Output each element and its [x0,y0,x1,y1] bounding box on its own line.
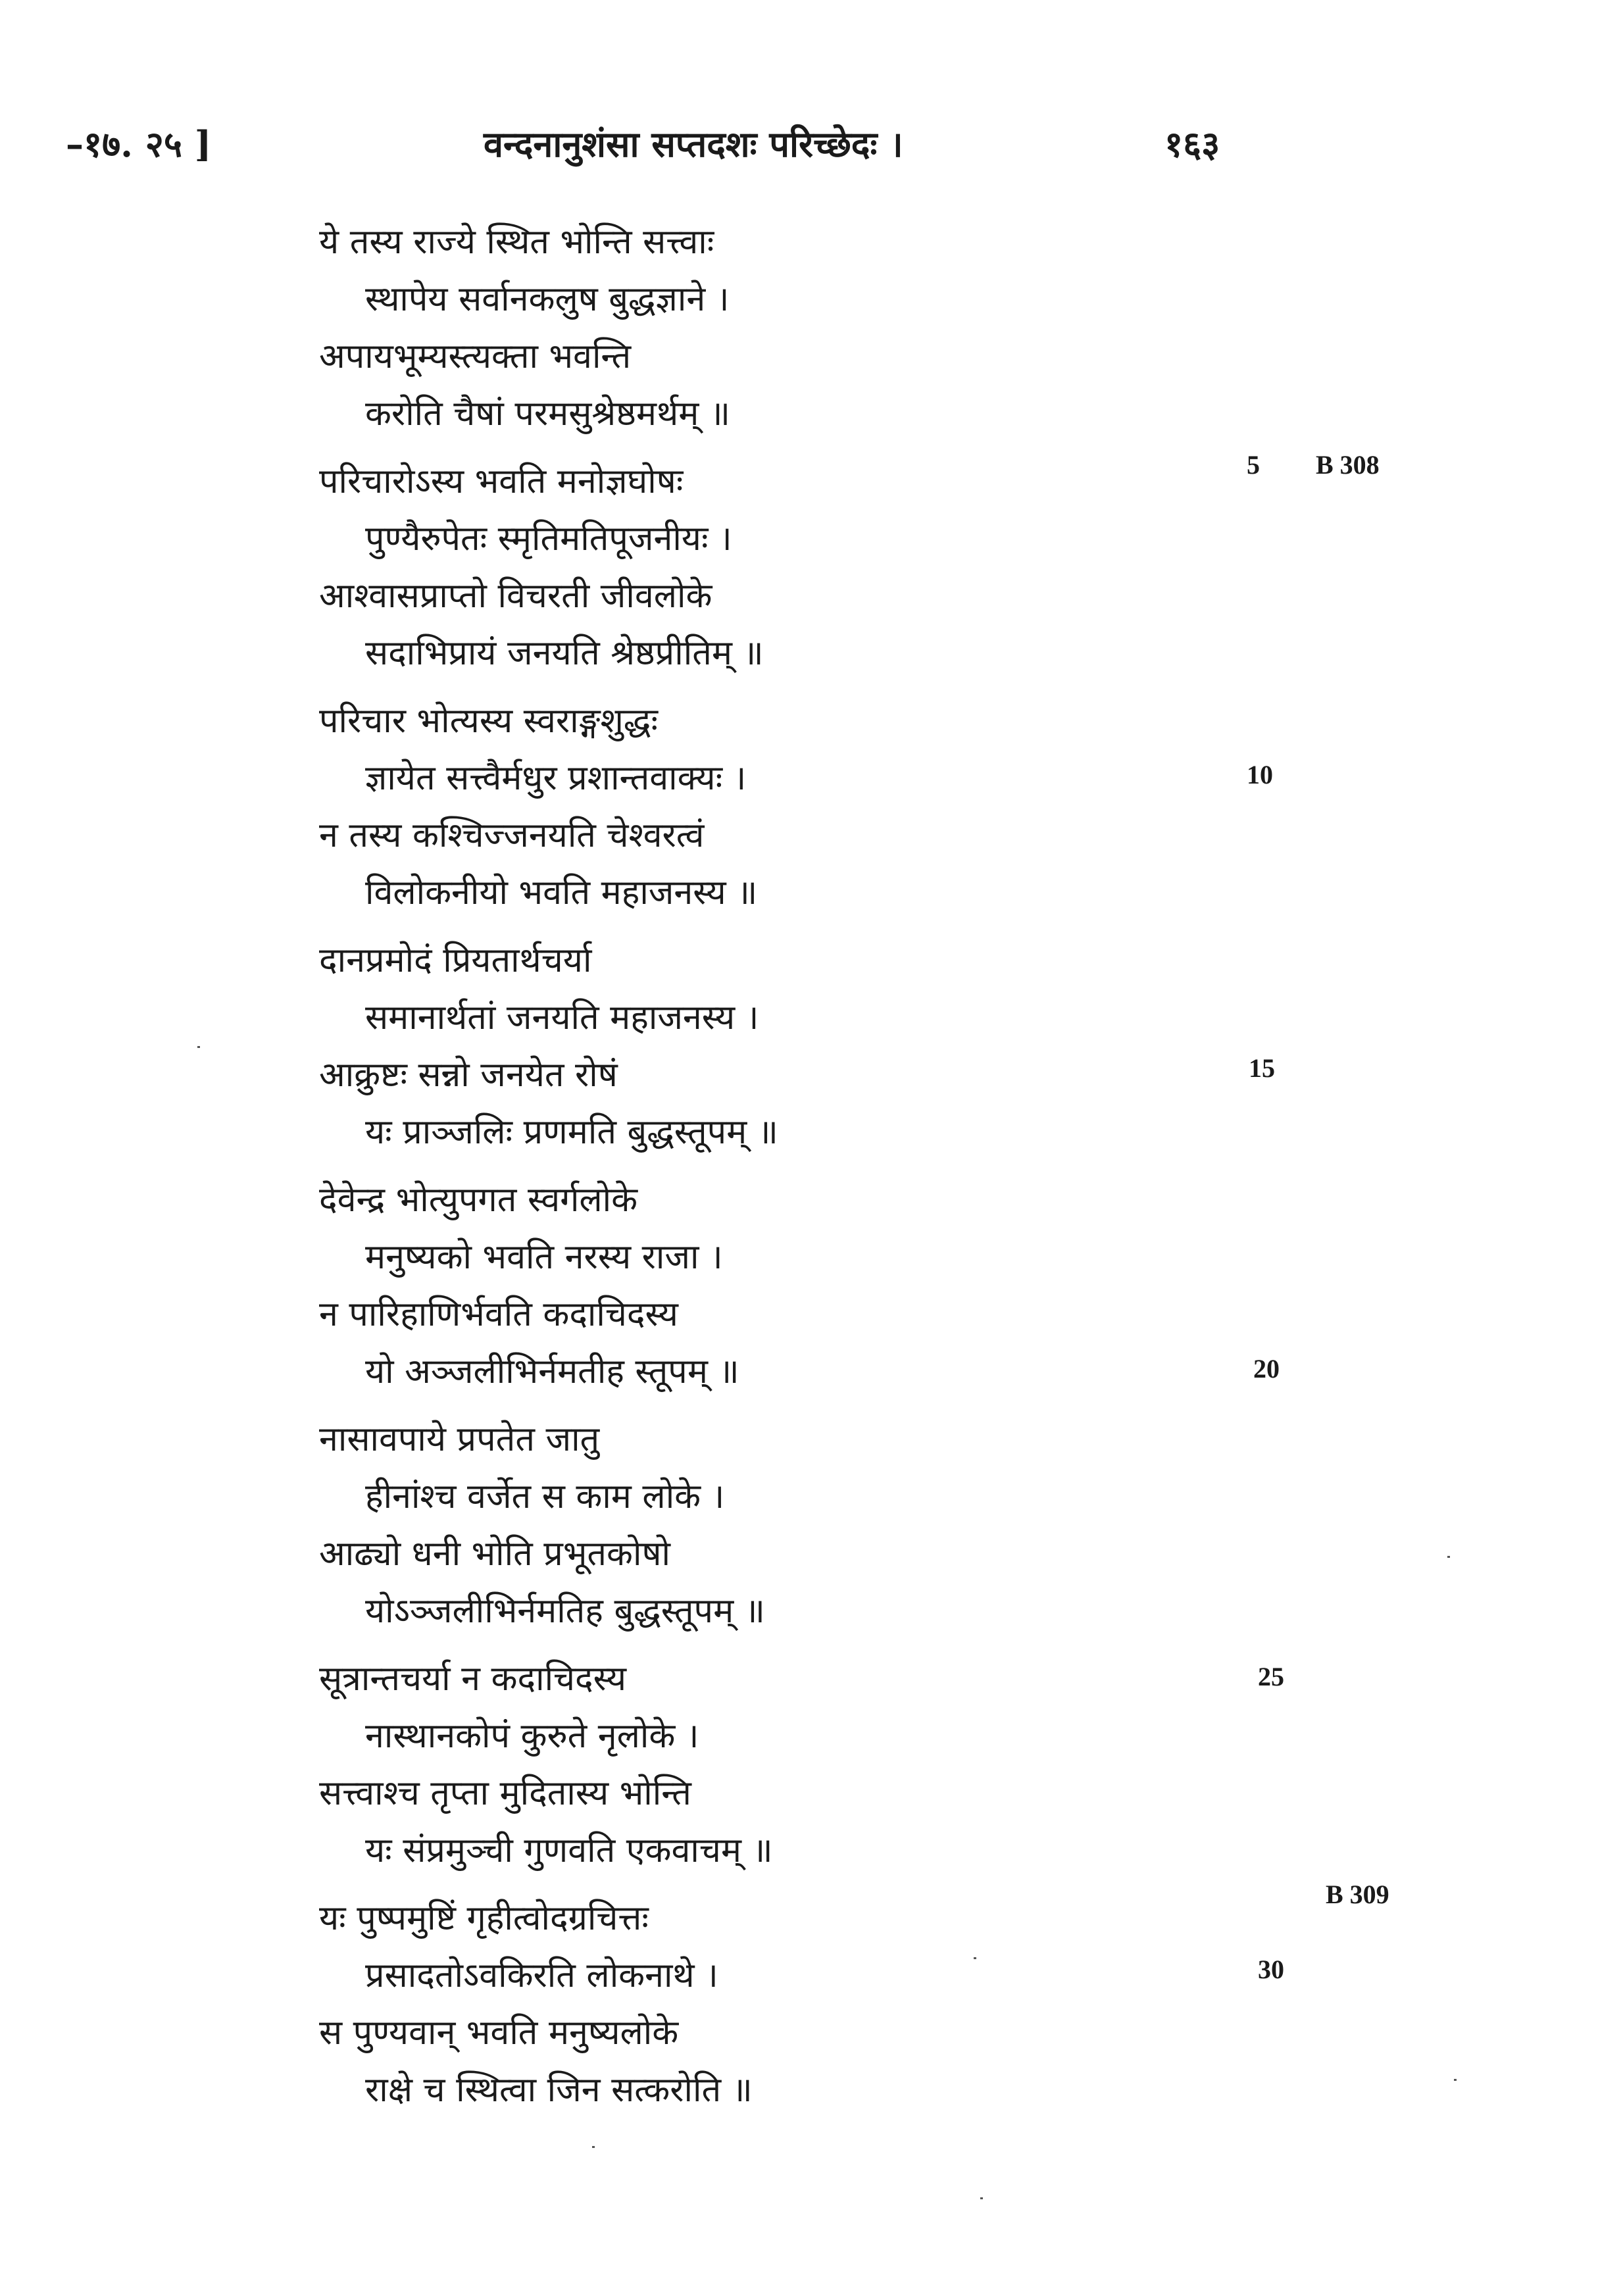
line-number: 25 [1258,1662,1284,1691]
margin-reference: B 308 [1316,450,1380,480]
verse-line: न तस्य कश्चिज्जनयति चेश्वरत्वं [319,816,705,855]
page-title: वन्दनानुशंसा सप्तदशः परिच्छेदः । [484,123,903,165]
scan-speck [980,2197,983,2199]
verse-line-indented: ज्ञायेत सत्त्वैर्मधुर प्रशान्तवाक्यः । [365,759,747,798]
verse-line: यः पुष्पमुष्टिं गृहीत्वोदग्रचित्तः [319,1899,649,1938]
verse-line: परिचारोऽस्य भवति मनोज्ञघोषः [319,462,684,501]
verse-line-indented: नास्थानकोपं कुरुते नृलोके । [365,1716,699,1756]
verse-line: परिचार भोत्यस्य स्वराङ्गशुद्धः [319,701,658,741]
verse-line: स पुण्यवान् भवति मनुष्यलोके [319,2013,679,2053]
verse-line-indented: यः प्राञ्जलिः प्रणमति बुद्धस्तूपम् ॥ [365,1112,778,1152]
scan-speck [974,1957,976,1959]
scan-speck [592,2146,595,2148]
verse-line: देवेन्द्र भोत्युपगत स्वर्गलोके [319,1180,638,1220]
line-number: 15 [1249,1053,1275,1083]
verse-line: सत्त्वाश्च तृप्ता मुदितास्य भोन्ति [319,1774,691,1813]
verse-line-indented: सदाभिप्रायं जनयति श्रेष्ठप्रीतिम् ॥ [365,634,764,673]
verse-line-indented: प्रसादतोऽवकिरति लोकनाथे । [365,1956,718,1995]
verse-line: ये तस्य राज्ये स्थित भोन्ति सत्त्वाः [319,222,714,262]
scan-speck [197,1046,200,1048]
verse-line-indented: करोति चैषां परमसुश्रेष्ठमर्थम् ॥ [365,394,730,434]
verse-line: अपायभूम्यस्त्यक्ता भवन्ति [319,337,632,376]
verse-line: न पारिहाणिर्भवति कदाचिदस्य [319,1295,678,1334]
verse-line: नासावपाये प्रपतेत जातु [319,1420,600,1459]
verse-line-indented: पुण्यैरुपेतः स्मृतिमतिपूजनीयः । [365,519,732,559]
verse-line-indented: यः संप्रमुञ्ची गुणवति एकवाचम् ॥ [365,1831,773,1870]
verse-line-indented: योऽञ्जलीभिर्नमतिह बुद्धस्तूपम् ॥ [365,1591,765,1631]
verse-line-indented: यो अञ्जलीभिर्नमतीह स्तूपम् ॥ [365,1352,739,1391]
verse-line: सूत्रान्तचर्या न कदाचिदस्य [319,1659,627,1699]
line-number: 5 [1247,450,1260,480]
verse-line-indented: मनुष्यको भवति नरस्य राजा । [365,1237,723,1277]
line-number: 20 [1253,1354,1280,1384]
section-reference: –१७. २५ ] [66,123,212,165]
line-number: 10 [1247,760,1273,789]
verse-line-indented: राक्षे च स्थित्वा जिन सत्करोति ॥ [365,2070,753,2110]
verse-line-indented: समानार्थतां जनयति महाजनस्य । [365,998,759,1037]
verse-line-indented: हीनांश्च वर्जेत स काम लोके । [365,1477,725,1516]
verse-line: आढ्यो धनी भोति प्रभूतकोषो [319,1534,670,1574]
verse-line: आक्रुष्टः सन्नो जनयेत रोषं [319,1055,618,1095]
verse-line-indented: विलोकनीयो भवति महाजनस्य ॥ [365,873,758,912]
verse-line: आश्वासप्राप्तो विचरती जीवलोके [319,576,712,616]
margin-reference: B 309 [1326,1880,1389,1909]
scan-speck [1454,2079,1457,2081]
scan-speck [1447,1556,1450,1558]
page-number: १६३ [1164,123,1220,165]
line-number: 30 [1258,1955,1284,1984]
verse-line-indented: स्थापेय सर्वानकलुष बुद्धज्ञाने । [365,280,730,319]
verse-line: दानप्रमोदं प्रियतार्थचर्या [319,941,592,980]
